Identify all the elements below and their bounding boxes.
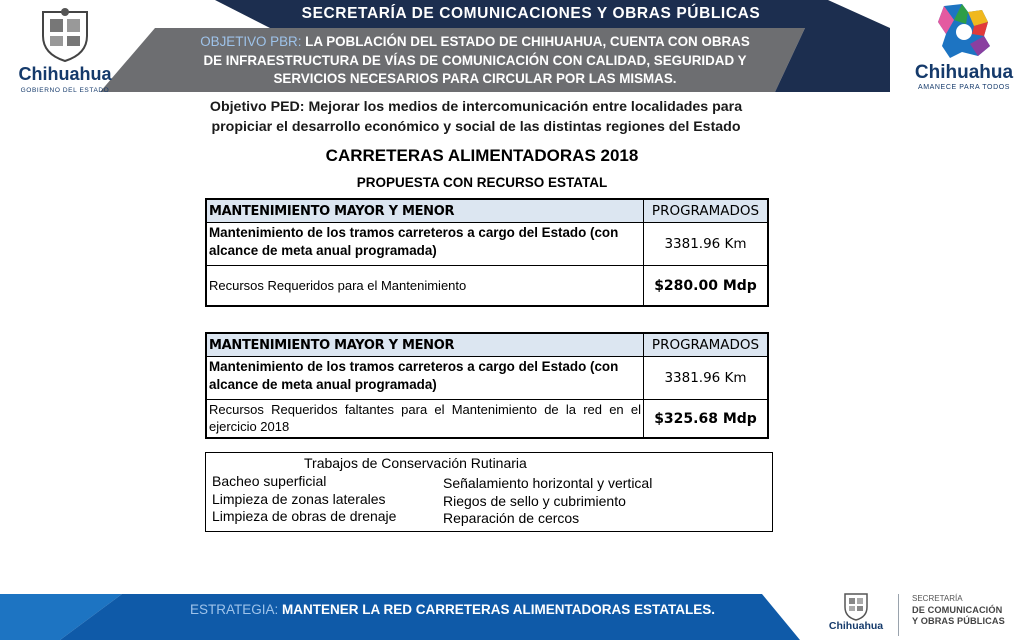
state-government-logo	[10, 6, 120, 92]
secretaria-line3: Y OBRAS PÚBLICAS	[912, 616, 1005, 626]
strategy	[190, 602, 715, 617]
maintenance-table-2	[205, 332, 769, 439]
row-value: 3381.96 Km	[664, 370, 747, 386]
row-label: Mantenimiento de los tramos carreteros a cargo del Estado (con alcance de meta anual programada)	[207, 223, 644, 265]
pbr-objective	[190, 33, 760, 89]
works-right-list	[443, 475, 652, 528]
table-row	[207, 266, 767, 305]
list-item: Reparación de cercos	[443, 510, 580, 526]
works-left-list	[212, 473, 396, 526]
coat-of-arms-icon	[10, 6, 120, 64]
ped-objective: Objetivo PED: Mejorar los medios de intercomunicación entre localidades para propiciar el desarrollo económico y social de las distintas regiones del Estado	[209, 99, 743, 135]
col-header-programmed: PROGRAMADOS	[651, 203, 760, 219]
col-header-maintenance: MANTENIMIENTO MAYOR Y MENOR	[207, 334, 644, 356]
list-item: Limpieza de zonas laterales	[212, 490, 386, 507]
row-label: Recursos Requeridos faltantes para el Mantenimiento de la red en el ejercicio 2018	[207, 400, 644, 437]
list-item: Riegos de sello y cubrimiento	[443, 492, 626, 509]
row-value: $325.68 Mdp	[654, 410, 757, 427]
logo-right-sub: AMANECE PARA TODOS	[917, 84, 1011, 91]
page-title: CARRETERAS ALIMENTADORAS 2018	[325, 146, 639, 165]
routine-works-box	[205, 452, 773, 532]
list-item: Señalamiento horizontal y vertical	[443, 475, 653, 491]
colorful-state-map-icon	[904, 0, 1024, 62]
page-subtitle: PROPUESTA CON RECURSO ESTATAL	[356, 175, 608, 190]
routine-works-title: Trabajos de Conservación Rutinaria	[304, 455, 527, 471]
pbr-objective-label: OBJETIVO PBR:	[200, 34, 306, 49]
strategy-text: MANTENER LA RED CARRETERAS ALIMENTADORAS ESTATALES.	[282, 602, 716, 617]
footer-government-logo	[826, 592, 886, 640]
strategy-label: ESTRATEGIA:	[190, 602, 283, 617]
row-label: Recursos Requeridos para el Mantenimiento	[207, 266, 644, 305]
logo-left-sub: GOBIERNO DEL ESTADO	[20, 87, 110, 94]
list-item: Bacheo superficial	[212, 473, 327, 489]
maintenance-table-1	[205, 198, 769, 307]
secretaria-logo-text	[912, 594, 1022, 628]
header-title: SECRETARÍA DE COMUNICACIONES Y OBRAS PÚBLICAS	[301, 5, 761, 22]
footer-divider	[898, 594, 899, 636]
table-row	[207, 357, 767, 400]
logo-right-name: Chihuahua	[914, 62, 1014, 83]
table-row	[207, 400, 767, 437]
state-brand-logo	[904, 0, 1024, 92]
col-header-programmed: PROGRAMADOS	[651, 337, 760, 353]
row-value: $280.00 Mdp	[654, 277, 757, 294]
secretaria-line1: SECRETARÍA	[912, 594, 963, 603]
pbr-objective-text: LA POBLACIÓN DEL ESTADO DE CHIHUAHUA, CUENTA CON OBRAS DE INFRAESTRUCTURA DE VÍAS DE COMUNICACIÓN CON CALIDAD, SEGURIDAD Y SERVICIOS NECESARIOS PARA CIRCULAR POR LAS MISMAS.	[203, 34, 750, 86]
row-value: 3381.96 Km	[664, 236, 747, 252]
table-row	[207, 223, 767, 266]
table-header-row	[207, 334, 767, 357]
footer-banner	[0, 592, 1024, 640]
footer-logo-name: Chihuahua	[828, 620, 884, 632]
secretaria-line2: DE COMUNICACIÓN	[912, 604, 1003, 615]
coat-of-arms-icon	[826, 592, 886, 622]
table-header-row	[207, 200, 767, 223]
logo-left-name: Chihuahua	[18, 64, 112, 84]
list-item: Limpieza de obras de drenaje	[212, 508, 397, 524]
col-header-maintenance: MANTENIMIENTO MAYOR Y MENOR	[207, 200, 644, 222]
row-label: Mantenimiento de los tramos carreteros a cargo del Estado (con alcance de meta anual programada)	[207, 357, 644, 399]
